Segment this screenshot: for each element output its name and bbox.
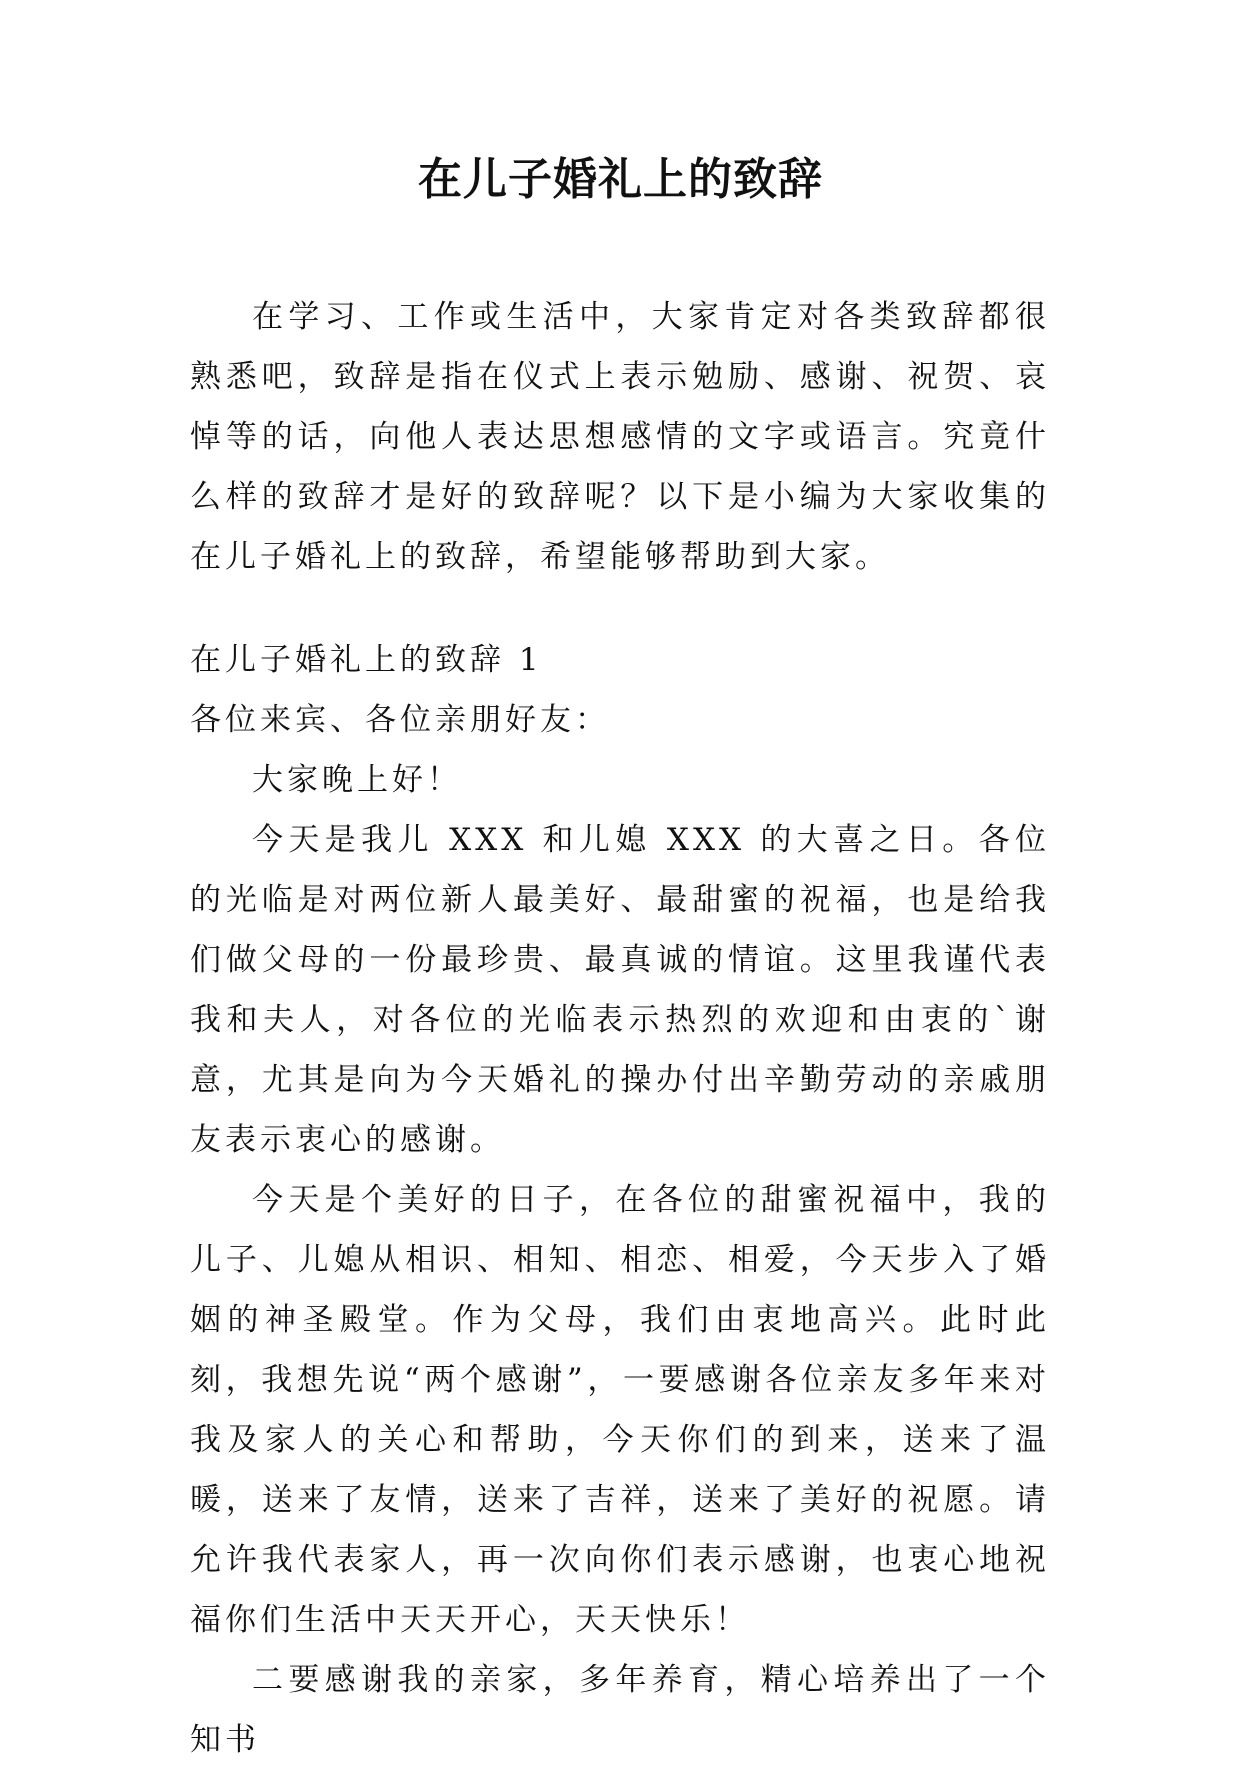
body-paragraph-2: 今天是个美好的日子，在各位的甜蜜祝福中，我的儿子、儿媳从相识、相知、相恋、相爱，今天步入了婚姻的神圣殿堂。作为父母，我们由衷地高兴。此时此刻，我想先说“两个感谢”，一要感谢各位亲友多年来对我及家人的关心和帮助，今天你们的到来，送来了温暖，送来了友情，送来了吉祥，送来了美好的祝愿。请允许我代表家人，再一次向你们表示感谢，也衷心地祝福你们生活中天天开心，天天快乐！ — [190, 1182, 1050, 1638]
greeting-paragraph: 大家晚上好！ — [252, 762, 462, 798]
speech-section — [190, 630, 1050, 1770]
intro-block — [190, 287, 1050, 587]
section-heading: 在儿子婚礼上的致辞 1 — [190, 642, 543, 678]
intro-paragraph: 在学习、工作或生活中，大家肯定对各类致辞都很熟悉吧，致辞是指在仪式上表示勉励、感谢、祝贺、哀悼等的话，向他人表达思想感情的文字或语言。究竟什么样的致辞才是好的致辞呢？以下是小编为大家收集的在儿子婚礼上的致辞，希望能够帮助到大家。 — [190, 299, 1050, 575]
salutation: 各位来宾、各位亲朋好友： — [190, 702, 610, 738]
document-title: 在儿子婚礼上的致辞 — [418, 154, 823, 205]
body-paragraph-1: 今天是我儿 XXX 和儿媳 XXX 的大喜之日。各位的光临是对两位新人最美好、最甜蜜的祝福，也是给我们做父母的一份最珍贵、最真诚的情谊。这里我谨代表我和夫人，对各位的光临表示热烈的欢迎和由衷的`谢意，尤其是向为今天婚礼的操办付出辛勤劳动的亲戚朋友表示衷心的感谢。 — [190, 822, 1050, 1158]
body-paragraph-3: 二要感谢我的亲家，多年养育，精心培养出了一个知书 — [190, 1662, 1050, 1758]
